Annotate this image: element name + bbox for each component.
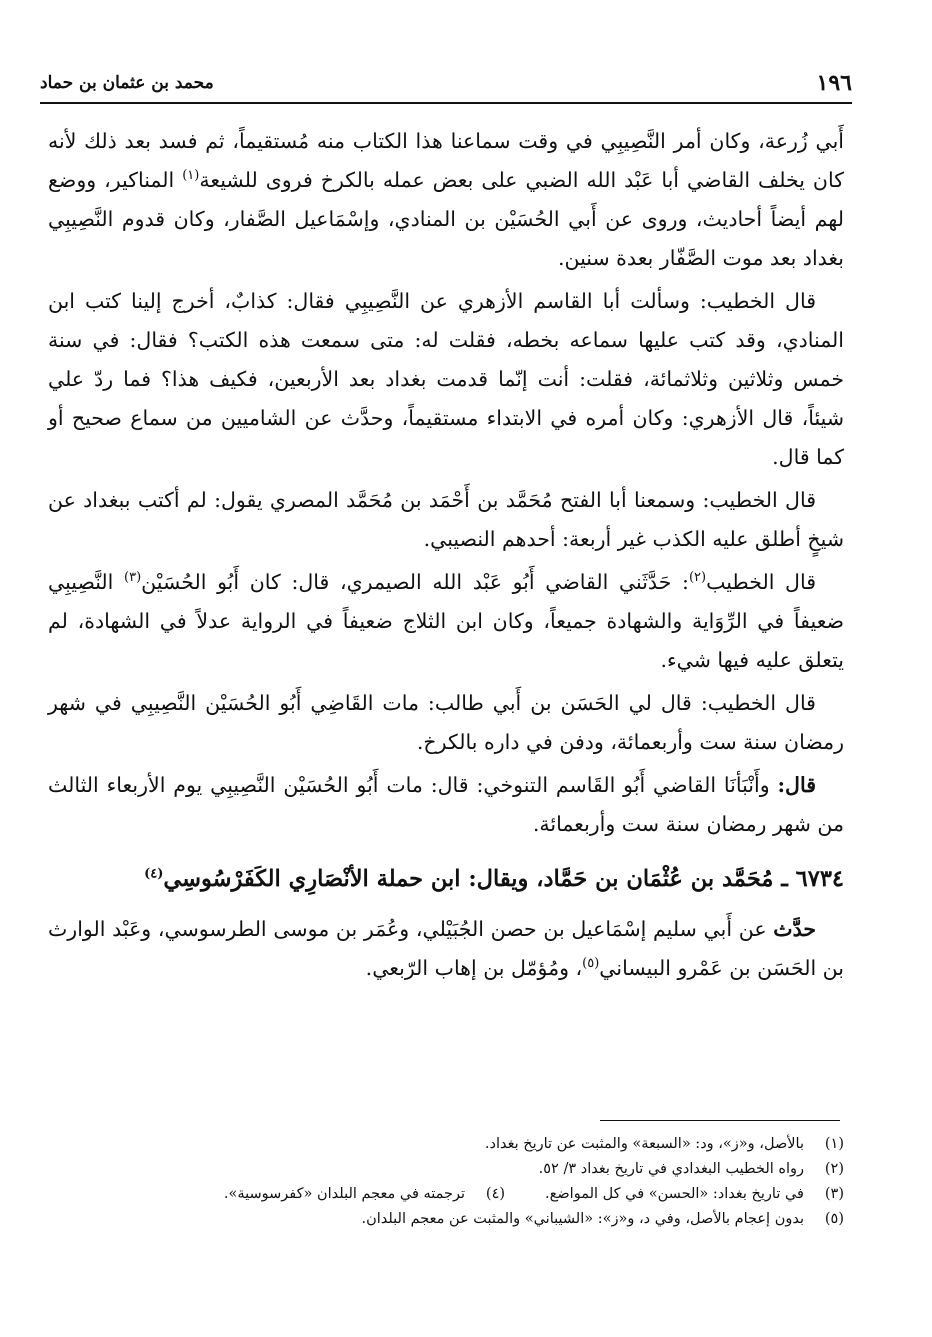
paragraph-4-part-c: النَّصِيبِي ضعيفاً في الرِّوَاية والشهادة جميعاً، وكان ابن الثلاج ضعيفاً في الرواية عدلاً في الشهادة، لم يتعلق عليه فيها شيء. <box>48 570 844 672</box>
footnote-5 <box>48 1207 844 1232</box>
entry-paragraph <box>48 910 844 988</box>
footnote-text: ترجمته في معجم البلدان «كفرسوسية». <box>223 1186 466 1202</box>
header-rule <box>40 102 852 104</box>
paragraph-1-part-a: أَبي زُرعة، وكان أمر النَّصِيبِي في وقت سماعنا هذا الكتاب منه مُستقيماً، ثم فسد بعد ذلك لأنه كان يخلف القاضي أبا عَبْد الله الضبي على بعض عمله بالكرخ فروى للشيعة <box>48 129 844 192</box>
paragraph-4 <box>48 563 844 680</box>
paragraph-2: قال الخطيب: وسألت أبا القاسم الأزهري عن النَّصِيبِي فقال: كذابٌ، أخرج إلينا كتب ابن المنادي، وقد كتب عليها سماعه بخطه، فقلت له: متى سمعت هذه الكتب؟ فقال: في سنة خمس وثلاثين وثلاثمائة، فقلت: أنت إنّما قدمت بغداد بعد الأربعين، فكيف هذا؟ فما ردّ علي شيئاً، قال الأزهري: وكان أمره في الابتداء مستقيماً، وحدَّث عن الشاميين من سماع صحيح أو كما قال. <box>48 289 844 469</box>
footnote-3 <box>545 1182 844 1207</box>
footnote-text: رواه الخطيب البغدادي في تاريخ بغداد ٣/ ٥٢. <box>538 1161 804 1177</box>
paragraph-1 <box>48 122 844 278</box>
footnote-rule <box>600 1120 840 1121</box>
running-title: محمد بن عثمان بن حماد <box>40 73 214 93</box>
footnote-number: (٥) <box>824 1211 844 1227</box>
paragraph-6-rest: وأَنْبَأنَا القاضي أَبُو القَاسم التنوخي: قال: مات أَبُو الحُسَيْن النَّصِيبِي يوم الأربعاء الثالث من شهر رمضان سنة ست وأربعمائة. <box>48 773 844 836</box>
footnote-ref-1[interactable]: (١) <box>182 168 200 184</box>
paragraph-6 <box>48 766 844 844</box>
footnote-ref-2[interactable]: (٢) <box>688 570 707 586</box>
page-header <box>40 66 852 100</box>
footnote-ref-5[interactable]: (٥) <box>582 956 600 972</box>
entry-lead: حدَّث <box>773 917 816 941</box>
paragraph-4-part-b: : حَدَّثَني القاضي أَبُو عَبْد الله الصيمري، قال: كان أَبُو الحُسَيْن <box>141 570 689 594</box>
footnote-number: (١) <box>824 1136 844 1152</box>
footnote-ref-3[interactable]: (٣) <box>124 570 142 586</box>
footnote-number: (٤) <box>485 1186 506 1202</box>
footnote-4 <box>224 1182 505 1207</box>
page-number: ١٩٦ <box>816 70 852 96</box>
footnote-text: بالأصل، و«ز»، ود: «السبعة» والمثبت عن تاريخ بغداد. <box>484 1136 804 1152</box>
footnote-ref-4[interactable]: (٤) <box>144 866 164 882</box>
footnotes <box>48 1132 844 1232</box>
entry-title: ٦٧٣٤ ـ مُحَمَّد بن عُثْمَان بن حَمَّاد، ويقال: ابن حملة الأنْصَارِي الكَفَرْسُوسِي <box>163 866 844 892</box>
footnote-number: (٣) <box>824 1186 844 1202</box>
paragraph-4-part-a: قال الخطيب <box>706 570 816 594</box>
main-text <box>48 122 844 992</box>
entry-part-a: عن أَبي سليم إسْمَاعيل بن حصن الجُبَيْلي، وعُمَر بن موسى الطرسوسي، وعَبْد الوارث بن الحَسَن بن عَمْرو البيساني <box>48 917 844 980</box>
footnote-1 <box>48 1132 844 1157</box>
paragraph-5: قال الخطيب: قال لي الحَسَن بن أَبي طالب: مات القَاضِي أَبُو الحُسَيْن النَّصِيبِي في شهر رمضان سنة ست وأربعمائة، ودفن في داره بالكرخ. <box>48 691 844 754</box>
footnote-number: (٢) <box>824 1161 844 1177</box>
paragraph-6-lead: قال: <box>777 773 816 797</box>
footnote-row-3-4 <box>48 1182 844 1207</box>
entry-part-b: ، ومُؤمّل بن إهاب الرّبعي. <box>365 956 583 980</box>
footnote-text: في تاريخ بغداد: «الحسن» في كل المواضع. <box>545 1186 804 1202</box>
paragraph-3: قال الخطيب: وسمعنا أبا الفتح مُحَمَّد بن أَحْمَد بن مُحَمَّد المصري يقول: لم أكتب ببغداد عن شيخٍ أطلق عليه الكذب غير أربعة: أحدهم النصيبي. <box>48 488 844 551</box>
footnote-text: بدون إعجام بالأصل، وفي د، و«ز»: «الشيباني» والمثبت عن معجم البلدان. <box>361 1211 804 1227</box>
entry-heading <box>48 858 844 900</box>
paragraph-1-part-b: المناكير، ووضع لهم أيضاً أحاديث، وروى عن أَبي الحُسَيْن بن المنادي، وإسْمَاعيل الصَّفار، وكان قدوم النَّصِيبِي بغداد بعد موت الصَّفّار بعدة سنين. <box>48 168 844 270</box>
footnote-2 <box>48 1157 844 1182</box>
